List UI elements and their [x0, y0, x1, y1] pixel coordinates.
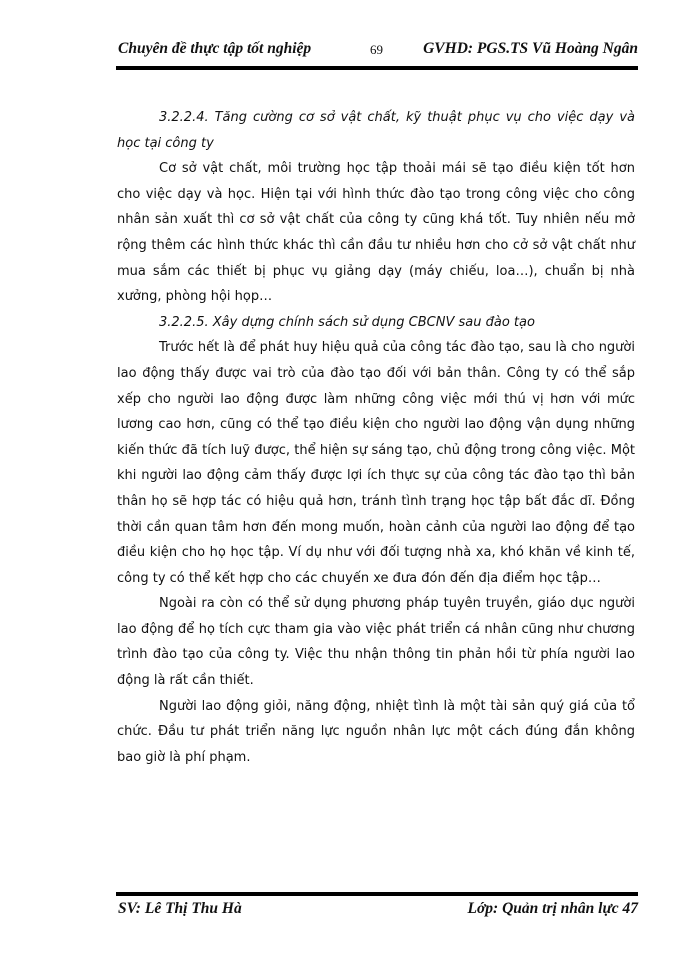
- footer-class: Lớp: Quản trị nhân lực 47: [467, 900, 638, 917]
- header-rule: [116, 66, 638, 70]
- page-header: [118, 40, 638, 64]
- paragraph: Cơ sở vật chất, môi trường học tập thoải mái sẽ tạo điều kiện tốt hơn cho việc dạy và học. Hiện tại với hình thức đào tạo trong công việc cho công nhân sản xuất thì cơ sở vật chất của công ty cũng khá tốt. Tuy nhiên nếu mở rộng thêm các hình thức khác thì cần đầu tư nhiều hơn cho cở sở vật chất như mua sắm các thiết bị phục vụ giảng dạy (máy chiếu, loa…), chuẩn bị nhà xưởng, phòng hội họp…: [117, 161, 635, 305]
- footer-student: SV: Lê Thị Thu Hà: [118, 900, 242, 917]
- paragraph: Trước hết là để phát huy hiệu quả của công tác đào tạo, sau là cho người lao động thấy được vai trò của đào tạo đối với bản thân. Công ty có thể sắp xếp cho người lao động được làm những công việc mới thú vị hơn với mức lương cao hơn, cũng có thể tạo điều kiện cho người lao động vận dụng những kiến thức đã tích luỹ được, thể hiện sự sáng tạo, chủ động trong công việc. Một khi người lao động cảm thấy được lợi ích thực sự của công tác đào tạo thì bản thân họ sẽ hợp tác có hiệu quả hơn, tránh tình trạng học tập bất đắc dĩ. Đồng thời cần quan tâm hơn đến mong muốn, hoàn cảnh của người lao động để tạo điều kiện cho họ học tập. Ví dụ như với đối tượng nhà xa, khó khăn về kinh tế, công ty có thể kết hợp cho các chuyến xe đưa đón đến địa điểm học tập…: [117, 340, 635, 586]
- section-heading-3-2-2-4: 3.2.2.4. Tăng cường cơ sở vật chất, kỹ thuật phục vụ cho việc dạy và học tại công ty: [117, 110, 635, 151]
- header-title: Chuyên đề thực tập tốt nghiệp: [118, 40, 312, 57]
- paragraph: Người lao động giỏi, năng động, nhiệt tình là một tài sản quý giá của tổ chức. Đầu tư phát triển năng lực nguồn nhân lực một cách đúng đắn không bao giờ là phí phạm.: [117, 698, 635, 765]
- page-number: 69: [370, 42, 383, 57]
- paragraph: Ngoài ra còn có thể sử dụng phương pháp tuyên truyền, giáo dục người lao động để họ tích cực tham gia vào việc phát triển cá nhân cũng như chương trình đào tạo của công ty. Việc thu nhận thông tin phản hồi từ phía người lao động là rất cần thiết.: [117, 596, 635, 689]
- page-footer: [118, 900, 638, 924]
- footer-rule: [116, 892, 638, 896]
- document-body: [117, 105, 635, 770]
- header-supervisor: GVHD: PGS.TS Vũ Hoàng Ngân: [423, 40, 638, 57]
- section-heading-3-2-2-5: 3.2.2.5. Xây dựng chính sách sử dụng CBCNV sau đào tạo: [159, 314, 535, 330]
